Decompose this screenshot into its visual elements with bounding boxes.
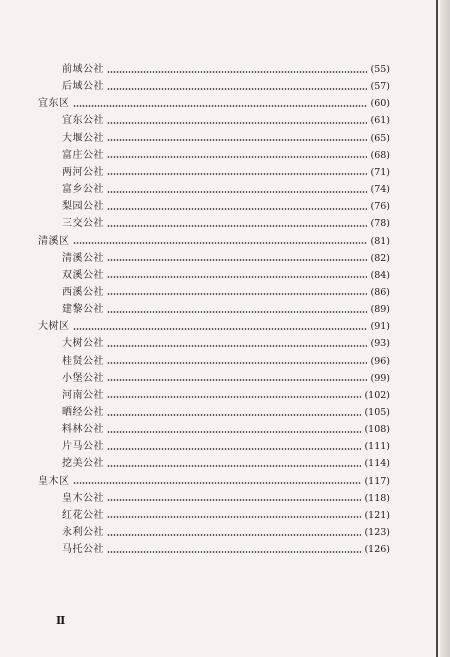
dot-leader bbox=[107, 139, 367, 141]
toc-entry-row[interactable] bbox=[62, 388, 390, 404]
toc-entry-row[interactable] bbox=[62, 165, 390, 181]
toc-entry-row[interactable] bbox=[62, 456, 390, 472]
toc-entry-label: 挖美公社 bbox=[62, 458, 104, 470]
toc-entry-label: 大树公社 bbox=[62, 338, 104, 350]
page-number: II bbox=[56, 614, 65, 627]
toc-entry-label: 三交公社 bbox=[62, 218, 104, 230]
toc-page-number: (61) bbox=[370, 115, 390, 127]
toc-page-number: (60) bbox=[370, 98, 390, 110]
dot-leader bbox=[107, 173, 367, 175]
toc-section-row[interactable] bbox=[38, 96, 390, 112]
dot-leader bbox=[107, 345, 367, 347]
dot-leader bbox=[107, 311, 367, 313]
toc-entry-label: 宜东区 bbox=[38, 98, 70, 110]
toc-page-number: (126) bbox=[364, 544, 390, 556]
dot-leader bbox=[107, 448, 361, 450]
toc-entry-row[interactable] bbox=[62, 62, 390, 78]
dot-leader bbox=[107, 414, 361, 416]
toc-entry-label: 富庄公社 bbox=[62, 149, 104, 161]
dot-leader bbox=[107, 499, 361, 501]
toc-page-number: (74) bbox=[370, 184, 390, 196]
toc-entry-label: 永利公社 bbox=[62, 527, 104, 539]
toc-page-number: (105) bbox=[364, 407, 390, 418]
toc-page-number: (91) bbox=[370, 321, 390, 333]
dot-leader bbox=[107, 362, 367, 364]
toc-page-number: (93) bbox=[370, 338, 390, 350]
dot-leader bbox=[107, 191, 367, 193]
dot-leader bbox=[107, 293, 367, 295]
toc-page-number: (89) bbox=[370, 304, 390, 316]
dot-leader bbox=[107, 259, 367, 261]
toc-page-number: (123) bbox=[364, 527, 390, 539]
toc-entry-label: 清溪区 bbox=[38, 235, 70, 247]
toc-entry-row[interactable] bbox=[62, 491, 390, 507]
dot-leader bbox=[107, 225, 367, 227]
page-edge-line bbox=[436, 0, 438, 657]
toc-entry-row[interactable] bbox=[62, 113, 390, 129]
toc-page-number: (117) bbox=[364, 475, 390, 487]
toc-section-row[interactable] bbox=[38, 234, 390, 250]
toc-page-number: (71) bbox=[370, 166, 390, 178]
toc-entry-label: 桂贤公社 bbox=[62, 355, 104, 367]
toc-entry-row[interactable] bbox=[62, 251, 390, 267]
toc-entry-label: 前域公社 bbox=[62, 64, 104, 75]
toc-entry-label: 料林公社 bbox=[62, 424, 104, 436]
toc-entry-label: 西溪公社 bbox=[62, 286, 104, 298]
toc-entry-row[interactable] bbox=[62, 439, 390, 455]
toc-page-number: (84) bbox=[370, 269, 390, 281]
toc-page-number: (86) bbox=[370, 286, 390, 298]
toc-entry-row[interactable] bbox=[62, 525, 390, 541]
dot-leader bbox=[107, 516, 361, 518]
toc-page-number: (57) bbox=[370, 81, 390, 93]
toc-page-number: (108) bbox=[364, 424, 390, 436]
dot-leader bbox=[107, 71, 367, 73]
dot-leader bbox=[73, 482, 362, 484]
toc-entry-label: 晒经公社 bbox=[62, 407, 104, 418]
dot-leader bbox=[107, 208, 367, 210]
toc-entry-label: 皇木区 bbox=[38, 475, 70, 487]
toc-page-number: (65) bbox=[370, 132, 390, 144]
page-spine-shadow bbox=[440, 0, 450, 657]
toc-entry-label: 河南公社 bbox=[62, 389, 104, 401]
toc-entry-label: 清溪公社 bbox=[62, 252, 104, 264]
toc-entry-label: 双溪公社 bbox=[62, 269, 104, 281]
toc-entry-label: 后域公社 bbox=[62, 81, 104, 93]
toc-entry-row[interactable] bbox=[62, 216, 390, 232]
dot-leader bbox=[107, 465, 361, 467]
toc-page-number: (111) bbox=[364, 441, 390, 453]
dot-leader bbox=[107, 396, 361, 398]
toc-entry-label: 片马公社 bbox=[62, 441, 104, 453]
toc-page-number: (99) bbox=[370, 372, 390, 384]
dot-leader bbox=[107, 379, 367, 381]
toc-entry-label: 马托公社 bbox=[62, 544, 104, 556]
toc-entry-row[interactable] bbox=[62, 336, 390, 352]
toc-entry-label: 大堰公社 bbox=[62, 132, 104, 144]
toc-entry-label: 小堡公社 bbox=[62, 372, 104, 384]
toc-section-row[interactable] bbox=[38, 474, 390, 490]
toc-entry-row[interactable] bbox=[62, 302, 390, 318]
toc-entry-row[interactable] bbox=[62, 268, 390, 284]
toc-page-number: (55) bbox=[370, 64, 390, 75]
dot-leader bbox=[73, 105, 368, 107]
toc-page-number: (96) bbox=[370, 355, 390, 367]
dot-leader bbox=[107, 551, 361, 553]
toc-page-number: (81) bbox=[370, 235, 390, 247]
toc-section-row[interactable] bbox=[38, 319, 390, 335]
dot-leader bbox=[107, 88, 367, 90]
toc-entry-label: 梨园公社 bbox=[62, 201, 104, 213]
toc-entry-row[interactable] bbox=[62, 148, 390, 164]
toc-entry-row[interactable] bbox=[62, 182, 390, 198]
toc-entry-row[interactable] bbox=[62, 371, 390, 387]
toc-entry-row[interactable] bbox=[62, 508, 390, 524]
toc-entry-row[interactable] bbox=[62, 131, 390, 147]
toc-entry-row[interactable] bbox=[62, 422, 390, 438]
dot-leader bbox=[107, 534, 361, 536]
toc-entry-label: 宜东公社 bbox=[62, 115, 104, 127]
dot-leader bbox=[107, 122, 367, 124]
toc-entry-row[interactable] bbox=[62, 199, 390, 215]
toc-page-number: (114) bbox=[364, 458, 390, 470]
toc-entry-label: 皇木公社 bbox=[62, 492, 104, 504]
toc-entry-label: 红花公社 bbox=[62, 509, 104, 521]
dot-leader bbox=[73, 328, 368, 330]
toc-page-number: (76) bbox=[370, 201, 390, 213]
toc-entry-label: 富乡公社 bbox=[62, 184, 104, 196]
toc-entry-label: 建黎公社 bbox=[62, 304, 104, 316]
dot-leader bbox=[107, 431, 361, 433]
toc-entry-row[interactable] bbox=[62, 354, 390, 370]
toc-entry-label: 两河公社 bbox=[62, 166, 104, 178]
toc-entry-row[interactable] bbox=[62, 79, 390, 95]
toc-entry-row[interactable] bbox=[62, 285, 390, 301]
dot-leader bbox=[73, 242, 368, 244]
dot-leader bbox=[107, 156, 367, 158]
toc-entry-label: 大树区 bbox=[38, 321, 70, 333]
toc-entry-row[interactable] bbox=[62, 405, 390, 421]
toc-page-number: (68) bbox=[370, 149, 390, 161]
toc-page-number: (118) bbox=[364, 492, 390, 504]
toc-page-number: (121) bbox=[364, 509, 390, 521]
toc-page-number: (78) bbox=[370, 218, 390, 230]
toc-page-number: (82) bbox=[370, 252, 390, 264]
dot-leader bbox=[107, 276, 367, 278]
toc-entry-row[interactable] bbox=[62, 542, 390, 558]
toc-page-number: (102) bbox=[364, 389, 390, 401]
